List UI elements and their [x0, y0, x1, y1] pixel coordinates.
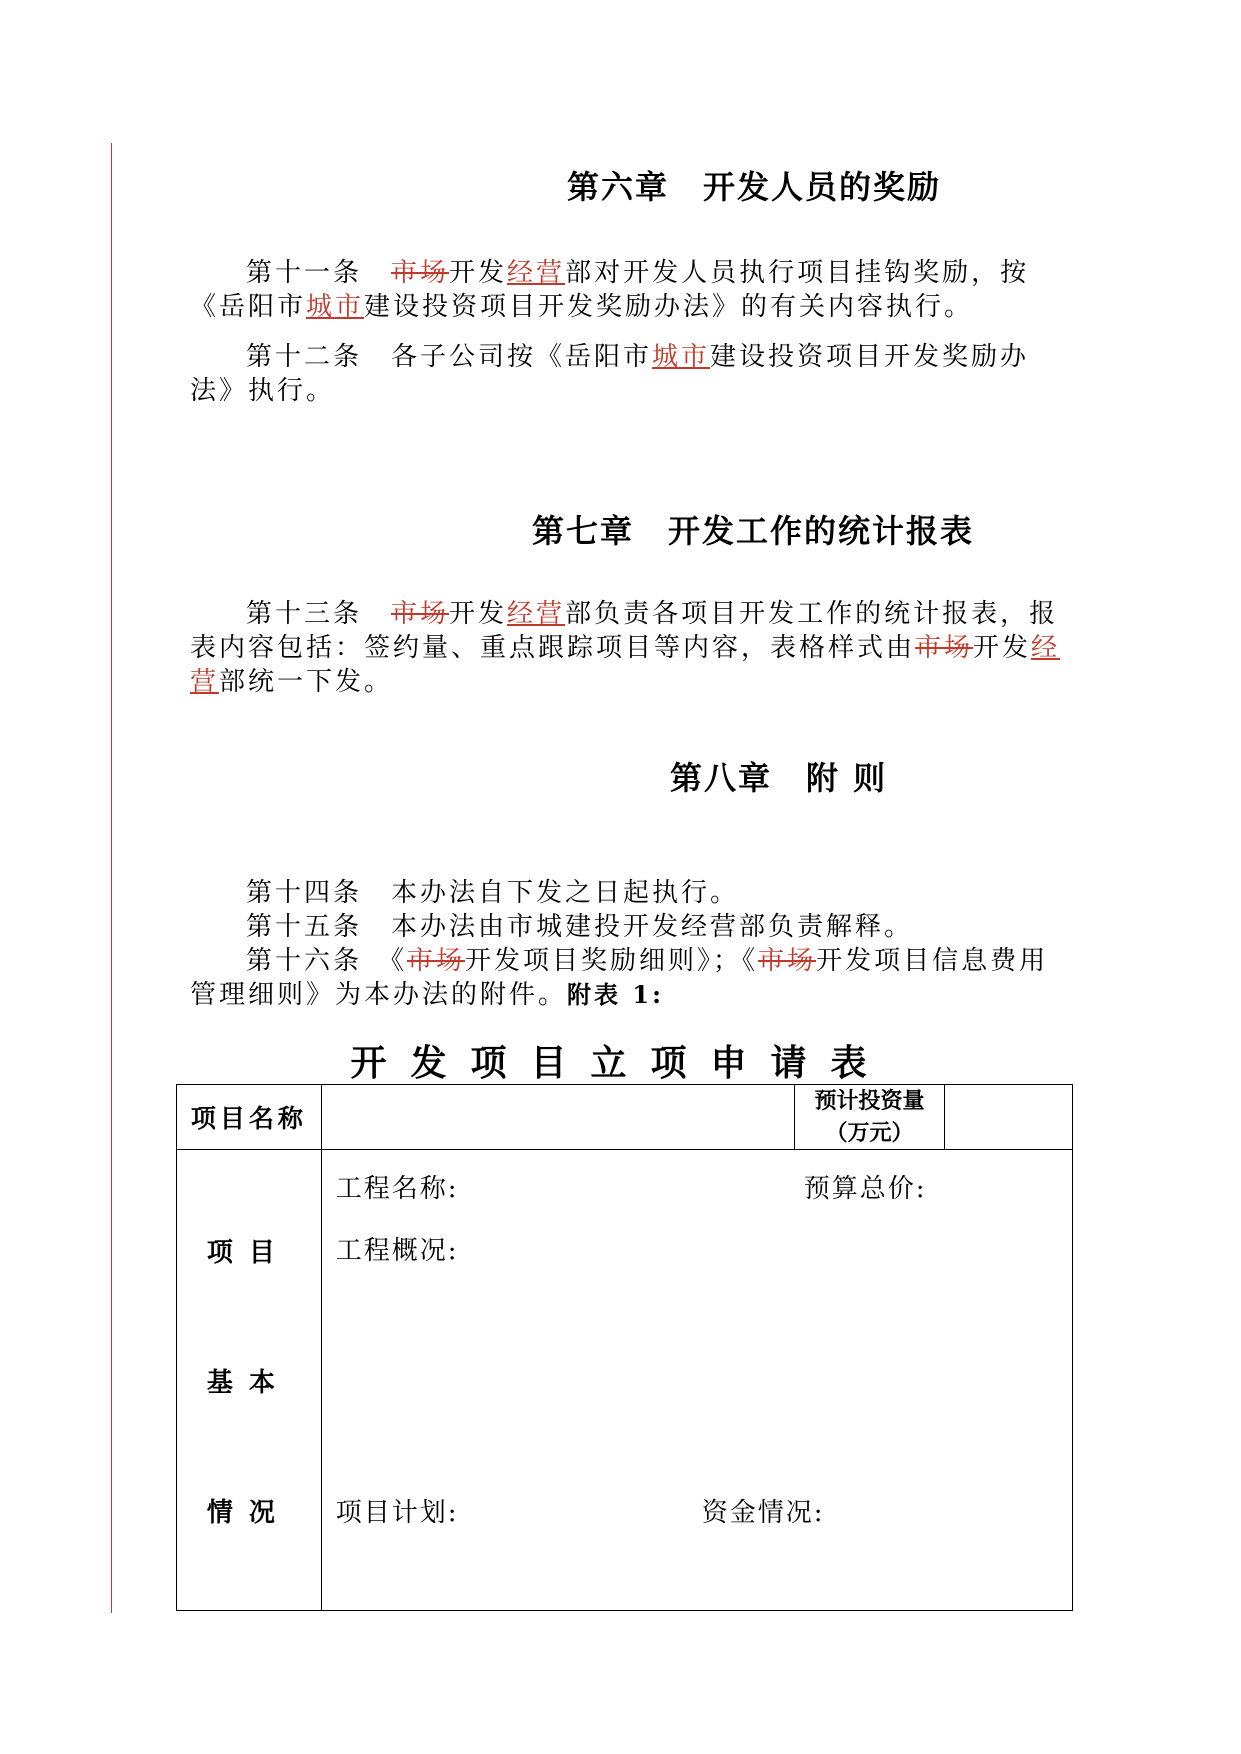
chapter-8-title: 第八章 附 则 — [670, 759, 888, 797]
chapter-7-title: 第七章 开发工作的统计报表 — [532, 512, 975, 550]
application-form-table — [176, 1084, 1073, 1611]
basic-info-body[interactable] — [321, 1150, 1072, 1611]
article-12: 第十二条 各子公司按《岳阳市城市建设投资项目开发奖励办法》执行。 — [190, 342, 1030, 406]
budget-label: 预算总价: — [803, 1174, 927, 1204]
article-15: 第十五条 本办法由市城建投开发经营部负责解释。 — [246, 912, 914, 942]
chapter-6-title: 第六章 开发人员的奖励 — [567, 168, 942, 206]
article-11: 第十一条 市场开发经营部对开发人员执行项目挂钩奖励，按《岳阳市城市建设投资项目开发奖励办法》的有关内容执行。 — [190, 258, 1030, 322]
article-13: 第十三条 市场开发经营部负责各项目开发工作的统计报表，报表内容包括：签约量、重点跟踪项目等内容，表格样式由市场开发经营部统一下发。 — [190, 599, 1061, 697]
project-name-field[interactable] — [321, 1085, 794, 1150]
investment-field[interactable] — [945, 1085, 1073, 1150]
project-name-label: 项目名称 — [177, 1085, 322, 1150]
investment-label: 预计投资量 （万元） — [794, 1085, 945, 1150]
engineering-name-label: 工程名称: — [335, 1174, 459, 1204]
plan-label: 项目计划: — [335, 1498, 459, 1528]
article-14: 第十四条 本办法自下发之日起执行。 — [246, 878, 740, 908]
basic-info-side-label: 项目 基本 情况 — [177, 1150, 322, 1611]
revision-margin-line — [111, 143, 112, 1613]
article-16: 第十六条 《市场开发项目奖励细则》；《市场开发项目信息费用管理细则》为本办法的附件。附表 1: — [190, 946, 1049, 1010]
attachment-label: 附表 1: — [567, 980, 664, 1009]
funds-label: 资金情况: — [701, 1498, 825, 1528]
form-title: 开发项目立项申请表 — [350, 1042, 891, 1084]
overview-label: 工程概况: — [335, 1236, 459, 1266]
